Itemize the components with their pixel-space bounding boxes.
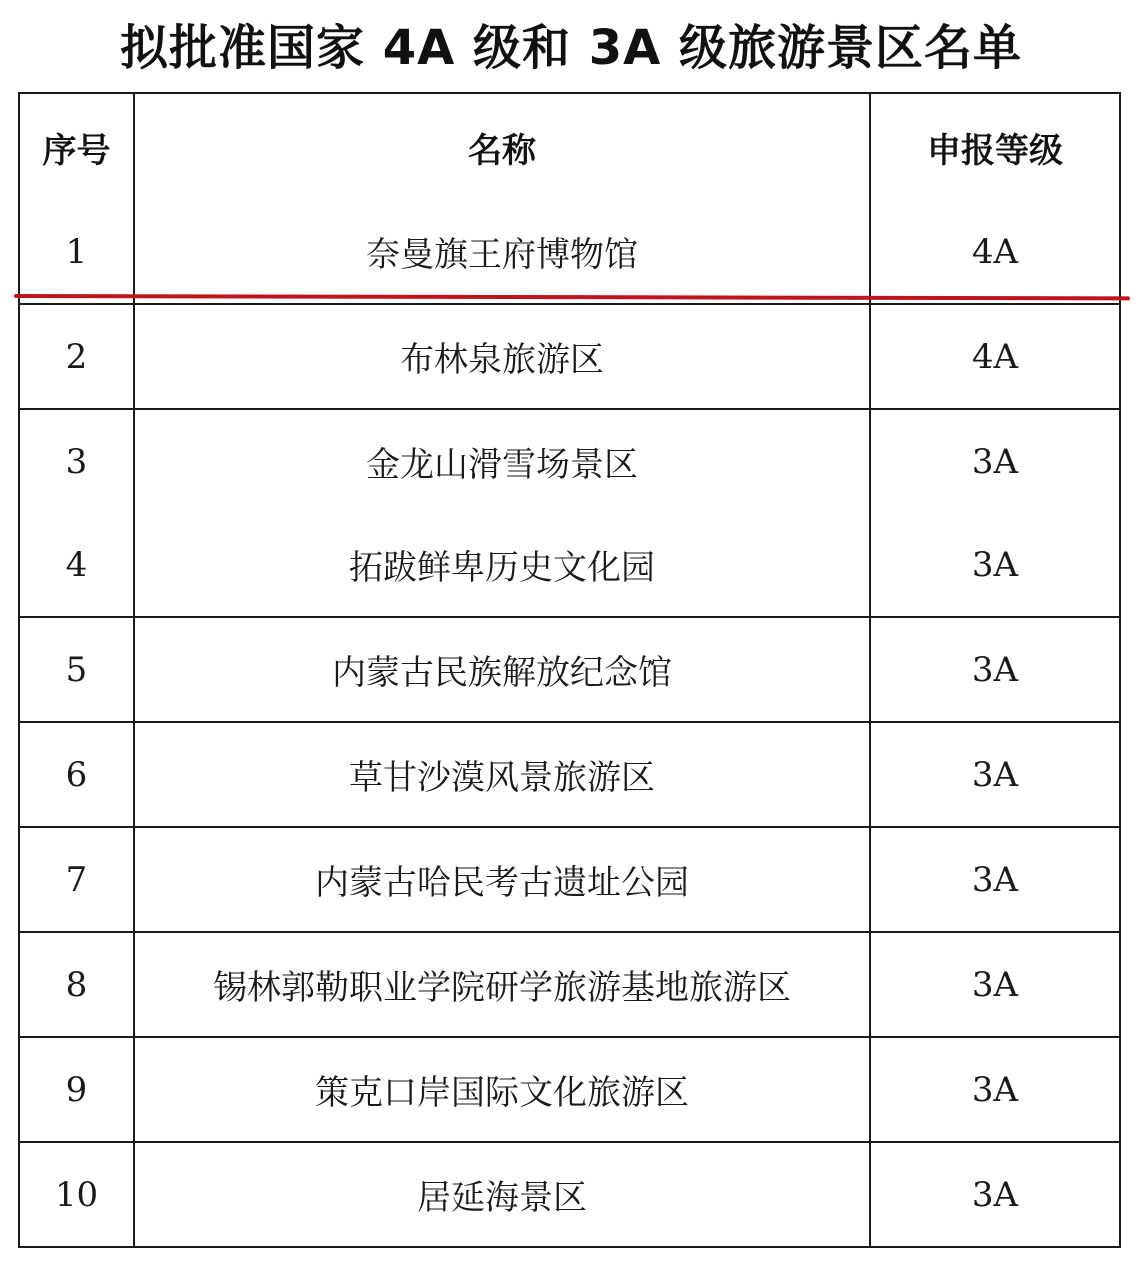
table-row — [19, 827, 1120, 932]
row-name: 策克口岸国际文化旅游区 — [134, 1037, 870, 1142]
row-level: 3A — [870, 932, 1120, 1037]
row-name: 奈曼旗王府博物馆 — [134, 200, 870, 304]
table-row — [19, 932, 1120, 1037]
table-row — [19, 409, 1120, 513]
row-index: 8 — [19, 932, 134, 1037]
row-name: 拓跋鲜卑历史文化园 — [134, 513, 870, 617]
table-row — [19, 722, 1120, 827]
table-row — [19, 513, 1120, 617]
row-index: 7 — [19, 827, 134, 932]
table-header-row — [19, 93, 1120, 200]
row-level: 3A — [870, 1037, 1120, 1142]
row-level: 3A — [870, 409, 1120, 513]
row-index: 10 — [19, 1142, 134, 1247]
table-row — [19, 200, 1120, 304]
row-level: 3A — [870, 722, 1120, 827]
row-name: 内蒙古哈民考古遗址公园 — [134, 827, 870, 932]
row-name: 居延海景区 — [134, 1142, 870, 1247]
table-row — [19, 617, 1120, 722]
row-index: 6 — [19, 722, 134, 827]
row-index: 5 — [19, 617, 134, 722]
row-level: 4A — [870, 200, 1120, 304]
table-row — [19, 304, 1120, 409]
header-index: 序号 — [19, 93, 134, 200]
table-row — [19, 1037, 1120, 1142]
row-index: 4 — [19, 513, 134, 617]
row-index: 3 — [19, 409, 134, 513]
row-index: 1 — [19, 200, 134, 304]
row-level: 3A — [870, 513, 1120, 617]
table-row — [19, 1142, 1120, 1247]
row-name: 布林泉旅游区 — [134, 304, 870, 409]
document-title: 拟批准国家 4A 级和 3A 级旅游景区名单 — [120, 20, 1022, 76]
row-level: 3A — [870, 827, 1120, 932]
header-name: 名称 — [134, 93, 870, 200]
row-level: 3A — [870, 617, 1120, 722]
row-index: 2 — [19, 304, 134, 409]
header-level: 申报等级 — [870, 93, 1120, 200]
row-name: 锡林郭勒职业学院研学旅游基地旅游区 — [134, 932, 870, 1037]
row-level: 4A — [870, 304, 1120, 409]
row-name: 金龙山滑雪场景区 — [134, 409, 870, 513]
row-index: 9 — [19, 1037, 134, 1142]
row-level: 3A — [870, 1142, 1120, 1247]
row-name: 内蒙古民族解放纪念馆 — [134, 617, 870, 722]
scenic-area-table — [18, 92, 1121, 1248]
row-name: 草甘沙漠风景旅游区 — [134, 722, 870, 827]
